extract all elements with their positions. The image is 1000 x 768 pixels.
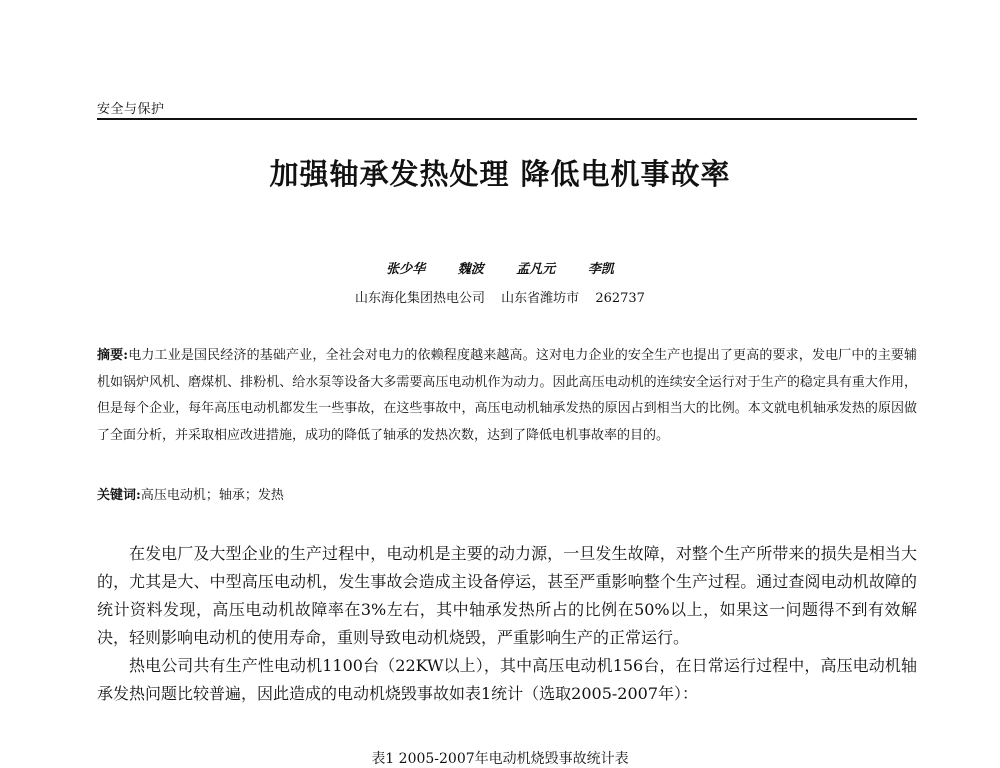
body-paragraph: 热电公司共有生产性电动机1100台（22KW以上），其中高压电动机156台，在日常运行过程中，高压电动机轴承发热问题比较普遍，因此造成的电动机烧毁事故如表1统计（选取2005-2007年）： bbox=[97, 656, 917, 703]
paper-title: 加强轴承发热处理 降低电机事故率 bbox=[269, 157, 731, 191]
author-name: 魏波 bbox=[457, 262, 484, 277]
author-list bbox=[0, 258, 1000, 277]
body-paragraph: 在发电厂及大型企业的生产过程中，电动机是主要的动力源，一旦发生故障，对整个生产所带来的损失是相当大的，尤其是大、中型高压电动机，发生事故会造成主设备停运，甚至严重影响整个生产过程。通过查阅电动机故障的统计资料发现，高压电动机故障率在3%左右，其中轴承发热所占的比例在50%以上，如果这一问题得不到有效解决，轻则影响电动机的使用寿命，重则导致电动机烧毁，严重影响生产的正常运行。 bbox=[97, 544, 917, 647]
body-text bbox=[97, 540, 917, 708]
header-rule bbox=[97, 118, 917, 120]
abstract-text: 电力工业是国民经济的基础产业，全社会对电力的依赖程度越来越高。这对电力企业的安全生产也提出了更高的要求，发电厂中的主要辅机如锅炉风机、磨煤机、排粉机、给水泵等设备大多需要高压电动机作为动力。因此高压电动机的连续安全运行对于生产的稳定具有重大作用，但是每个企业，每年高压电动机都发生一些事故，在这些事故中，高压电动机轴承发热的原因占到相当大的比例。本文就电机轴承发热的原因做了全面分析，并采取相应改进措施，成功的降低了轴承的发热次数，达到了降低电机事故率的目的。 bbox=[97, 348, 917, 443]
table-caption: 表1 2005-2007年电动机烧毁事故统计表 bbox=[371, 751, 629, 767]
section-label: 安全与保护 bbox=[97, 102, 165, 117]
abstract bbox=[97, 343, 917, 449]
keywords-text: 高压电动机；轴承；发热 bbox=[140, 488, 284, 503]
keywords bbox=[97, 484, 917, 503]
affiliation bbox=[0, 287, 1000, 306]
affiliation-location: 山东省潍坊市 bbox=[501, 291, 580, 306]
keywords-label: 关键词: bbox=[97, 488, 141, 503]
affiliation-postcode: 262737 bbox=[595, 291, 645, 306]
author-name: 孟凡元 bbox=[516, 262, 556, 277]
author-name: 李凯 bbox=[587, 262, 614, 277]
author-name: 张少华 bbox=[386, 262, 426, 277]
affiliation-org: 山东海化集团热电公司 bbox=[355, 291, 486, 306]
abstract-label: 摘要: bbox=[97, 348, 129, 363]
